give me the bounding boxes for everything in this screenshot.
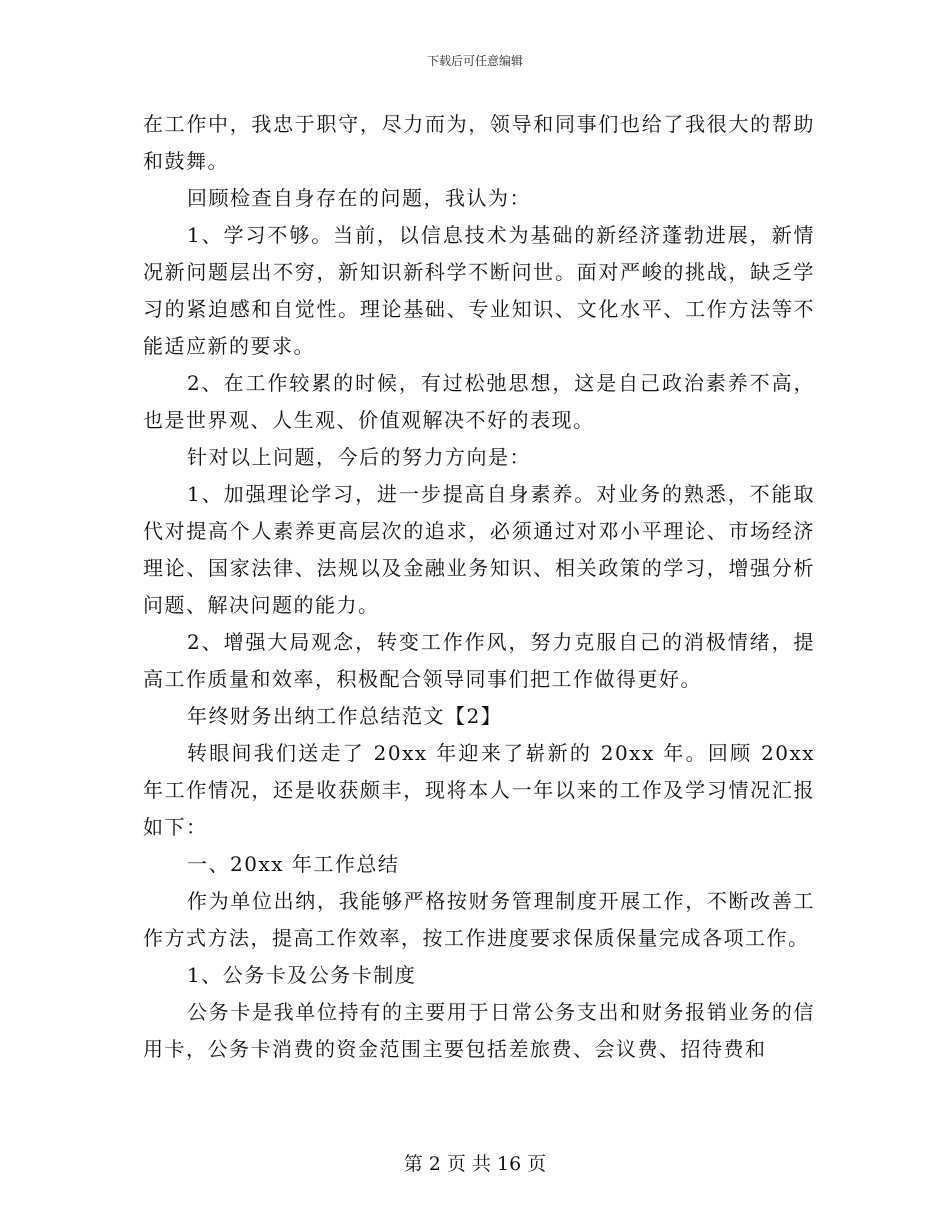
paragraph: 2、在工作较累的时候，有过松弛思想，这是自己政治素养不高，也是世界观、人生观、价值观解决不好的表现。	[143, 371, 815, 432]
paragraph: 作为单位出纳，我能够严格按财务管理制度开展工作，不断改善工作方式方法，提高工作效率，按工作进度要求保质保量完成各项工作。	[143, 889, 815, 950]
document-body	[143, 106, 815, 1068]
section-title: 年终财务出纳工作总结范文【2】	[187, 704, 503, 728]
paragraph: 回顾检查自身存在的问题，我认为：	[187, 186, 531, 210]
paragraph: 1、学习不够。当前，以信息技术为基础的新经济蓬勃进展，新情况新问题层出不穷，新知识新科学不断问世。面对严峻的挑战，缺乏学习的紧迫感和自觉性。理论基础、专业知识、文化水平、工作方法等不能适应新的要求。	[143, 223, 815, 358]
paragraph: 公务卡是我单位持有的主要用于日常公务支出和财务报销业务的信用卡，公务卡消费的资金范围主要包括差旅费、会议费、招待费和	[143, 1000, 815, 1061]
subsection-heading: 1、公务卡及公务卡制度	[187, 963, 417, 987]
paragraph: 2、增强大局观念，转变工作作风，努力克服自己的消极情绪，提高工作质量和效率，积极配合领导同事们把工作做得更好。	[143, 630, 815, 691]
page-header-note: 下载后可任意编辑	[426, 54, 523, 68]
page-number: 第 2 页 共 16 页	[403, 1153, 547, 1175]
paragraph: 针对以上问题，今后的努力方向是：	[187, 445, 531, 469]
paragraph: 转眼间我们送走了 20xx 年迎来了崭新的 20xx 年。回顾 20xx 年工作情况，还是收获颇丰，现将本人一年以来的工作及学习情况汇报如下：	[143, 741, 815, 839]
paragraph: 1、加强理论学习，进一步提高自身素养。对业务的熟悉，不能取代对提高个人素养更高层次的追求，必须通过对邓小平理论、市场经济理论、国家法律、法规以及金融业务知识、相关政策的学习，增强分析问题、解决问题的能力。	[143, 482, 815, 617]
section-heading: 一、20xx 年工作总结	[187, 852, 400, 876]
paragraph: 在工作中，我忠于职守，尽力而为，领导和同事们也给了我很大的帮助和鼓舞。	[143, 112, 815, 173]
